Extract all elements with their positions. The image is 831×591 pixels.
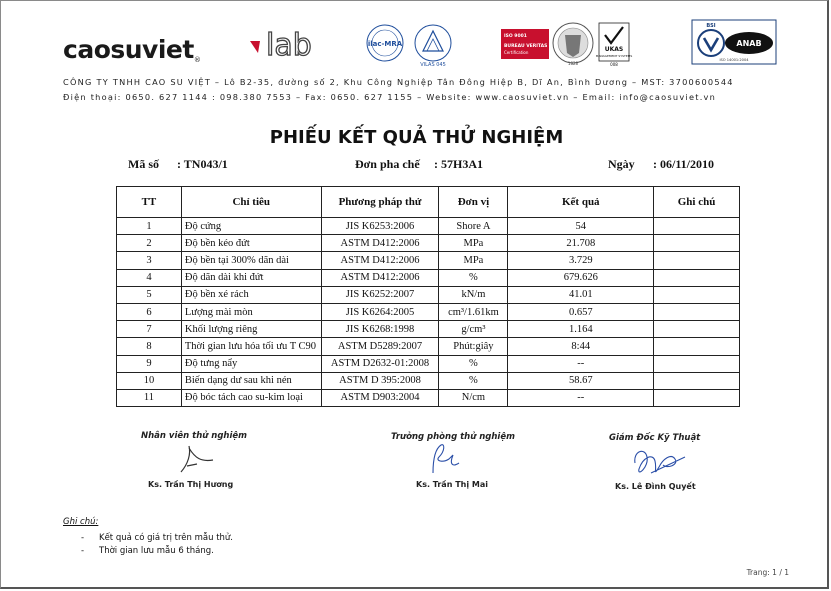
cell-result: 0.657 xyxy=(508,303,654,320)
cell-tt: 8 xyxy=(117,338,182,355)
company-address-line: CÔNG TY TNHH CAO SU VIỆT – Lô B2-35, đường số 2, Khu Công Nghiệp Tân Đông Hiệp B, Dĩ An, Bình Dương – MST: 3700600544 xyxy=(63,77,734,87)
cell-note xyxy=(654,355,740,372)
cell-unit: N/cm xyxy=(439,389,508,406)
batch-value: : 57H3A1 xyxy=(434,157,483,171)
tester-signature xyxy=(169,442,219,476)
note-item: - Kết quả có giá trị trên mẫu thử. xyxy=(81,533,234,543)
cell-criteria: Lượng mài mòn xyxy=(181,303,321,320)
cell-result: 679.626 xyxy=(508,269,654,286)
svg-text:ANAB: ANAB xyxy=(736,39,762,48)
date-label: Ngày xyxy=(608,157,635,171)
page-number: Trang: 1 / 1 xyxy=(746,568,789,577)
head-name: Ks. Trần Thị Mai xyxy=(416,480,488,489)
table-row xyxy=(117,218,740,235)
cell-note xyxy=(654,252,740,269)
batch-label: Đơn pha chế xyxy=(355,157,420,171)
cell-tt: 1 xyxy=(117,218,182,235)
cell-result: 58.67 xyxy=(508,372,654,389)
cell-result: 8:44 xyxy=(508,338,654,355)
cell-note xyxy=(654,389,740,406)
cell-note xyxy=(654,235,740,252)
cell-criteria: Độ bóc tách cao su-kim loại xyxy=(181,389,321,406)
cell-unit: MPa xyxy=(439,235,508,252)
svg-text:lab: lab xyxy=(266,28,312,63)
head-signature xyxy=(419,441,471,477)
cell-result: 54 xyxy=(508,218,654,235)
cell-method: ASTM D412:2006 xyxy=(321,269,439,286)
table-row xyxy=(117,321,740,338)
cell-note xyxy=(654,321,740,338)
table-row xyxy=(117,286,740,303)
cell-criteria: Thời gian lưu hóa tối ưu T C90 xyxy=(181,338,321,355)
cell-unit: cm³/1.61km xyxy=(439,303,508,320)
cell-criteria: Độ bền xé rách xyxy=(181,286,321,303)
cell-method: ASTM D412:2006 xyxy=(321,252,439,269)
cell-method: JIS K6268:1998 xyxy=(321,321,439,338)
cell-criteria: Biến dạng dư sau khi nén xyxy=(181,372,321,389)
cell-unit: g/cm³ xyxy=(439,321,508,338)
cell-note xyxy=(654,372,740,389)
bureau-veritas-ukas-cert-logo xyxy=(499,21,633,67)
cell-note xyxy=(654,303,740,320)
cell-method: ASTM D5289:2007 xyxy=(321,338,439,355)
cell-result: 1.164 xyxy=(508,321,654,338)
date-value: : 06/11/2010 xyxy=(653,157,715,171)
tester-title: Nhân viên thử nghiệm xyxy=(141,431,247,441)
cell-method: ASTM D2632-01:2008 xyxy=(321,355,439,372)
cell-result: 21.708 xyxy=(508,235,654,252)
table-row xyxy=(117,303,740,320)
svg-text:Certification: Certification xyxy=(504,50,529,55)
cell-method: JIS K6264:2005 xyxy=(321,303,439,320)
results-table xyxy=(116,186,740,407)
table-row xyxy=(117,235,740,252)
header-note: Ghi chú xyxy=(654,187,740,218)
note-item: - Thời gian lưu mẫu 6 tháng. xyxy=(81,546,214,556)
cell-tt: 4 xyxy=(117,269,182,286)
cell-note xyxy=(654,286,740,303)
table-row xyxy=(117,372,740,389)
cell-criteria: Độ dãn dài khi đứt xyxy=(181,269,321,286)
cell-note xyxy=(654,338,740,355)
cell-tt: 10 xyxy=(117,372,182,389)
cell-tt: 11 xyxy=(117,389,182,406)
ilac-vilas-cert-logo xyxy=(365,23,457,67)
header-method: Phương pháp thử xyxy=(321,187,439,218)
cell-result: 41.01 xyxy=(508,286,654,303)
cell-tt: 2 xyxy=(117,235,182,252)
cell-result: 3.729 xyxy=(508,252,654,269)
vlab-logo xyxy=(246,23,326,63)
tester-name: Ks. Trần Thị Hương xyxy=(148,480,234,489)
cell-criteria: Độ tưng nẩy xyxy=(181,355,321,372)
cell-unit: % xyxy=(439,269,508,286)
header-unit: Đơn vị xyxy=(439,187,508,218)
svg-text:ISO 9001: ISO 9001 xyxy=(504,34,527,39)
table-row xyxy=(117,389,740,406)
cell-criteria: Độ cứng xyxy=(181,218,321,235)
director-name: Ks. Lê Đình Quyết xyxy=(615,482,696,491)
cell-tt: 5 xyxy=(117,286,182,303)
cell-criteria: Độ bền tại 300% dãn dài xyxy=(181,252,321,269)
svg-text:BSI: BSI xyxy=(706,23,716,29)
table-row xyxy=(117,252,740,269)
notes-heading: Ghi chú: xyxy=(63,517,99,527)
cell-unit: Shore A xyxy=(439,218,508,235)
cell-criteria: Độ bền kéo đứt xyxy=(181,235,321,252)
svg-text:UKAS: UKAS xyxy=(604,46,624,53)
cell-tt: 6 xyxy=(117,303,182,320)
cell-criteria: Khối lượng riêng xyxy=(181,321,321,338)
cell-result: -- xyxy=(508,389,654,406)
table-row xyxy=(117,338,740,355)
svg-text:008: 008 xyxy=(610,62,618,67)
company-contact-line: Điện thoại: 0650. 627 1144 : 098.380 7553 – Fax: 0650. 627 1155 – Website: www.caosuviet.vn – Email: info@caosuviet.vn xyxy=(63,92,717,102)
cell-unit: MPa xyxy=(439,252,508,269)
director-signature xyxy=(627,443,691,483)
svg-text:1828: 1828 xyxy=(567,61,579,66)
cell-method: JIS K6252:2007 xyxy=(321,286,439,303)
cell-method: ASTM D412:2006 xyxy=(321,235,439,252)
cell-unit: % xyxy=(439,372,508,389)
cell-unit: % xyxy=(439,355,508,372)
table-header-row xyxy=(117,187,740,218)
header-tt: TT xyxy=(117,187,182,218)
svg-text:ISO 14001:2004: ISO 14001:2004 xyxy=(719,58,749,62)
table-row xyxy=(117,269,740,286)
header-result: Kết quả xyxy=(508,187,654,218)
cell-tt: 9 xyxy=(117,355,182,372)
director-title: Giám Đốc Kỹ Thuật xyxy=(609,433,701,443)
head-title: Trưởng phòng thử nghiệm xyxy=(391,432,515,442)
header-criteria: Chỉ tiêu xyxy=(181,187,321,218)
code-value: : TN043/1 xyxy=(177,157,228,171)
bsi-anab-cert-logo xyxy=(691,19,777,65)
cell-method: ASTM D 395:2008 xyxy=(321,372,439,389)
cell-tt: 3 xyxy=(117,252,182,269)
code-label: Mã số xyxy=(128,157,159,171)
svg-text:BUREAU VERITAS: BUREAU VERITAS xyxy=(504,44,548,49)
svg-text:ilac-MRA: ilac-MRA xyxy=(367,40,403,48)
cell-method: JIS K6253:2006 xyxy=(321,218,439,235)
cell-unit: kN/m xyxy=(439,286,508,303)
document-title: PHIẾU KẾT QUẢ THỬ NGHIỆM xyxy=(269,127,564,148)
caosuviet-logo: caosuviet® xyxy=(63,35,201,64)
svg-text:VILAS 045: VILAS 045 xyxy=(420,62,446,67)
cell-method: ASTM D903:2004 xyxy=(321,389,439,406)
cell-note xyxy=(654,269,740,286)
cell-result: -- xyxy=(508,355,654,372)
cell-tt: 7 xyxy=(117,321,182,338)
svg-text:MANAGEMENT SYSTEMS: MANAGEMENT SYSTEMS xyxy=(595,54,633,58)
cell-note xyxy=(654,218,740,235)
table-row xyxy=(117,355,740,372)
cell-unit: Phút:giây xyxy=(439,338,508,355)
